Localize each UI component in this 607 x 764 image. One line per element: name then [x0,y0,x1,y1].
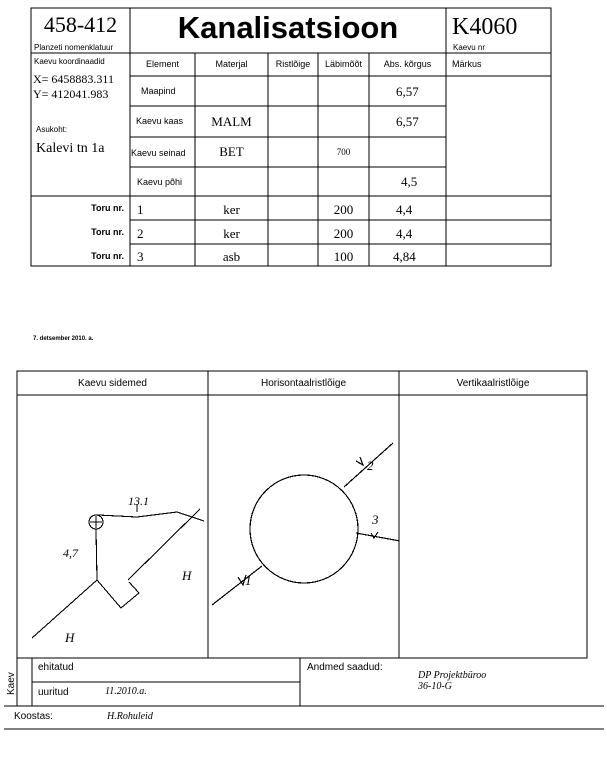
pipe-material: ker [223,202,240,217]
coord-y: Y= 412041.983 [33,87,109,101]
panel-title-vertical: Vertikaalristlõige [456,378,530,389]
pipe-height: 4,4 [396,226,413,241]
pipe-label: Toru nr. [91,203,124,213]
row-height: 6,57 [396,84,419,99]
coord-x: X= 6458883.311 [33,72,114,86]
horizontal-section-drawing [208,395,399,658]
author-label: Koostas: [14,711,53,722]
col-header-remarks: Märkus [452,59,482,69]
pipe-diameter: 200 [333,226,354,241]
coord-caption: Kaevu koordinaadid [34,57,105,66]
pipe-material: asb [222,249,241,264]
pipe-3-line [356,533,399,541]
sketch-label-left: 4,7 [63,546,78,560]
pipe-height: 4,4 [396,202,413,217]
surveyed-label: uuritud [38,687,69,698]
author-value: H.Rohuleid [107,711,153,722]
source-line-2: 36-10-G [418,681,452,692]
row-element: Kaevu kaas [136,116,184,126]
row-height: 4,5 [401,174,418,189]
pipe-label: Toru nr. [91,251,124,261]
col-header-diameter: Läbimõõt [324,59,363,69]
connections-sketch [17,395,208,658]
address-caption: Asukoht: [36,125,68,134]
row-height: 6,57 [396,114,419,129]
sketch-label-right: H [182,568,192,583]
col-header-height: Abs. kõrgus [383,59,432,69]
row-diameter: 700 [336,147,351,157]
source-line-1: DP Projektbüroo [418,670,487,681]
sketch-label-bottom: H [65,630,75,645]
row-material: BET [219,144,244,159]
sheet-caption: Planzeti nomenklatuur [34,43,114,52]
pipe-diameter: 100 [333,249,354,264]
pipe-3-label: 3 [372,512,379,527]
panel-title-horizontal: Horisontaalristlõige [260,378,347,389]
pipe-height: 4,84 [393,249,416,264]
address-value: Kalevi tn 1a [36,141,105,156]
well-circle [250,475,358,583]
pipe-number: 2 [137,226,144,241]
sketch-label-top: 13.1 [128,494,149,508]
page-title: Kanalisatsioon [177,10,399,45]
pipe-2-arrow [356,457,363,465]
pipe-number: 3 [137,249,144,264]
pipe-2-label: 2 [367,458,374,473]
sketch-wall-line [97,580,139,608]
pipe-material: ker [223,226,240,241]
col-header-cross: Ristlõige [275,59,311,69]
sheet-number: 458-412 [43,12,118,37]
row-element: Kaevu seinad [131,148,186,158]
surveyed-value: 11.2010.a. [105,686,147,697]
built-label: ehitatud [38,662,74,673]
col-header-material: Materjal [215,59,248,69]
document-date: 7. detsember 2010. a. [33,336,94,342]
pipe-number: 1 [137,202,144,217]
row-material: MALM [211,114,252,129]
row-element: Kaevu põhi [137,177,183,187]
panel-title-connections: Kaevu sidemed [78,378,147,389]
sketch-building-line [98,512,204,521]
pipe-label: Toru nr. [91,227,124,237]
side-label: Kaev [6,672,17,695]
col-header-element: Element [145,59,180,69]
pipe-diameter: 200 [333,202,354,217]
pipe-1-line [212,566,262,605]
well-caption: Kaevu nr [453,43,486,52]
row-element: Maapind [141,86,176,96]
well-number: K4060 [452,14,518,40]
source-label: Andmed saadud: [307,662,383,673]
pipe-1-label: 1 [245,573,252,588]
